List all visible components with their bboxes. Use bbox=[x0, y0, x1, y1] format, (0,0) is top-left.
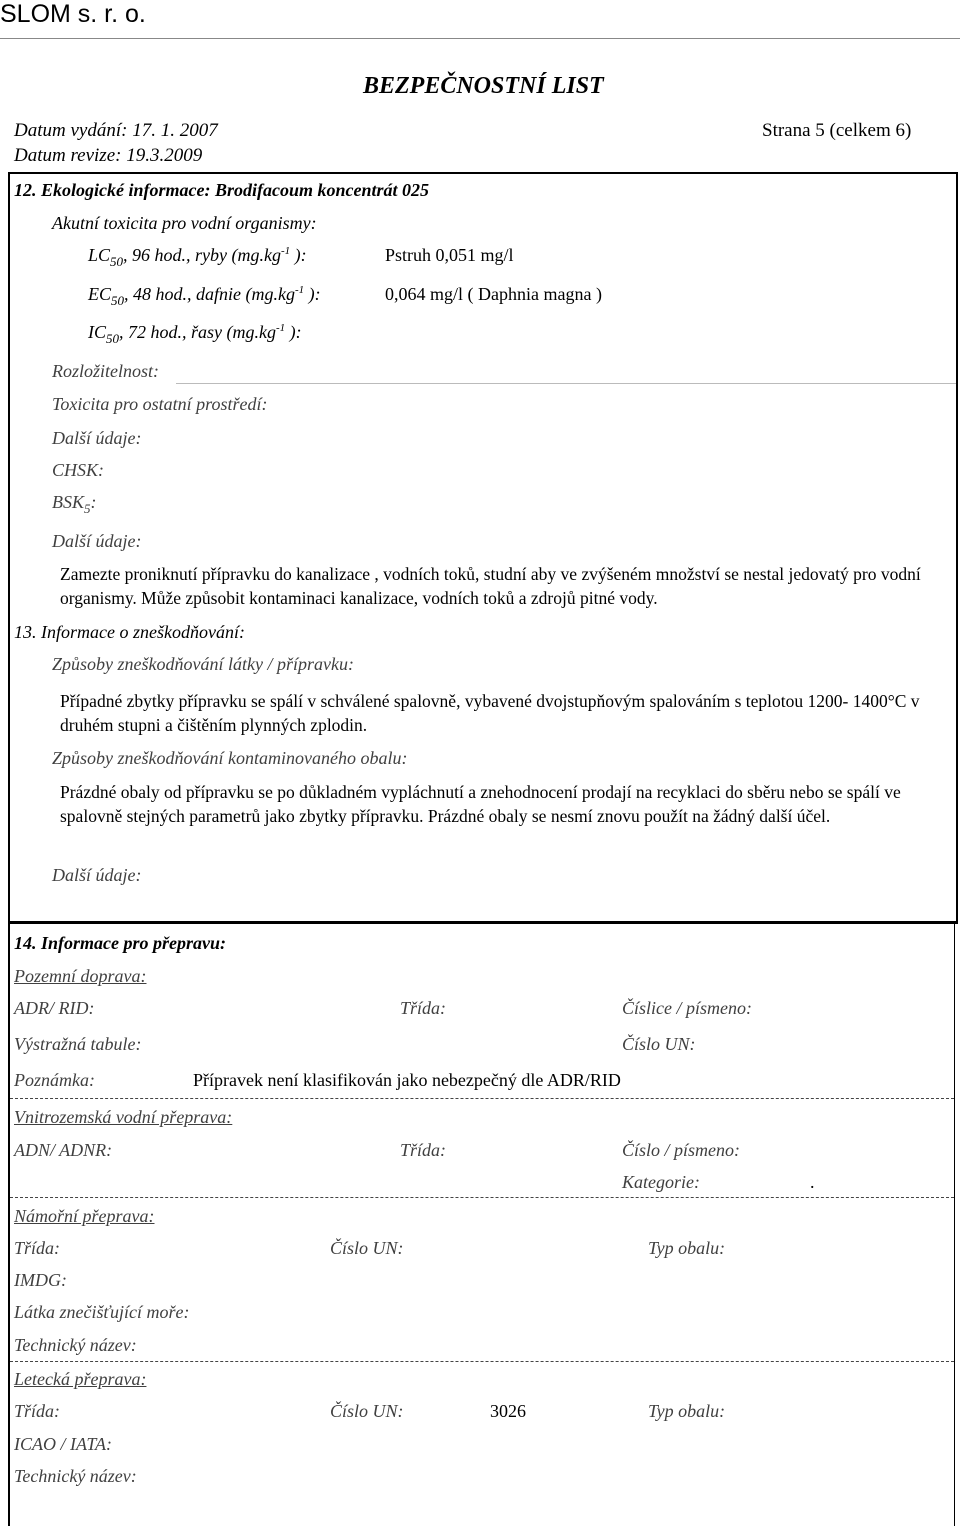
inland-number-letter-label: Číslo / písmeno: bbox=[622, 1140, 741, 1160]
inland-class-label: Třída: bbox=[400, 1140, 447, 1160]
lc50-label: $LC_{50}$, 96 hod., ryby ($mg.kg^{-1}$ ): bbox=[88, 245, 307, 269]
packaging-disposal-text: Prázdné obaly od přípravku se po důkladném vypláchnutí a znehodnocení prodají na recyklaci do sběru nebo se spálí ve spalovně stejných parametrů jako zbytky přípravku. Prázdné obaly se nesmí znovu použít na žádný další účel. bbox=[60, 782, 901, 826]
sea-transport-title: Námořní přeprava: bbox=[14, 1206, 155, 1226]
icao-iata-label: ICAO / IATA: bbox=[14, 1434, 112, 1454]
dashed-rule bbox=[10, 1197, 954, 1198]
chsk-label: CHSK: bbox=[52, 460, 105, 480]
air-un-value: 3026 bbox=[490, 1401, 526, 1421]
page-info: Strana 5 (celkem 6) bbox=[762, 120, 912, 141]
land-number-letter-label: Číslice / písmeno: bbox=[622, 998, 752, 1018]
air-technical-name-label: Technický název: bbox=[14, 1466, 137, 1486]
header-rule bbox=[0, 38, 960, 39]
air-un-label: Číslo UN: bbox=[330, 1401, 404, 1421]
lc50-value: Pstruh 0,051 mg/l bbox=[385, 245, 514, 265]
box-right-border bbox=[956, 172, 958, 922]
other-toxicity-label: Toxicita pro ostatní prostředí: bbox=[52, 394, 268, 414]
company-name: SLOM s. r. o. bbox=[0, 0, 146, 28]
air-transport-title: Letecká přeprava: bbox=[14, 1369, 147, 1389]
sea-un-label: Číslo UN: bbox=[330, 1238, 404, 1258]
revision-date: Datum revize: 19.3.2009 bbox=[14, 145, 203, 166]
category-label: Kategorie: bbox=[622, 1172, 700, 1192]
warning-board-label: Výstražná tabule: bbox=[14, 1034, 142, 1054]
degradability-label: Rozložitelnost: bbox=[52, 361, 159, 381]
section-divider bbox=[8, 921, 958, 924]
acute-toxicity-label: Akutní toxicita pro vodní organismy: bbox=[52, 213, 317, 233]
packaging-disposal-label: Způsoby zneškodňování kontaminovaného obalu: bbox=[52, 748, 408, 768]
imdg-label: IMDG: bbox=[14, 1270, 67, 1290]
inland-water-transport-title: Vnitrozemská vodní přeprava: bbox=[14, 1107, 233, 1127]
sea-technical-name-label: Technický název: bbox=[14, 1335, 137, 1355]
disposal-further-info-label: Další údaje: bbox=[52, 865, 142, 885]
sea-class-label: Třída: bbox=[14, 1238, 61, 1258]
ecology-paragraph: Zamezte proniknutí přípravku do kanalizace , vodních toků, studní aby ve zvýšeném množství se nestal jedovatý pro vodní organismy. Může způsobit kontaminaci kanalizace, vodních toků a zdrojů pitné vody. bbox=[60, 564, 921, 608]
dashed-rule bbox=[10, 1098, 954, 1099]
sea-pack-type-label: Typ obalu: bbox=[648, 1238, 726, 1258]
disposal-methods-text: Případné zbytky přípravku se spálí v schválené spalovně, vybavené dvojstupňovým spalováním s teplotou 1200- 1400°C v druhém stupni a čištěním plynných zplodin. bbox=[60, 691, 920, 735]
air-class-label: Třída: bbox=[14, 1401, 61, 1421]
land-un-label: Číslo UN: bbox=[622, 1034, 696, 1054]
box-top-border bbox=[8, 172, 958, 174]
marine-pollutant-label: Látka znečišťující moře: bbox=[14, 1302, 190, 1322]
issue-date: Datum vydání: 17. 1. 2007 bbox=[14, 120, 218, 141]
section-13-heading: 13. Informace o zneškodňování: bbox=[14, 622, 245, 642]
note-label: Poznámka: bbox=[14, 1070, 95, 1090]
ec50-label: $EC_{50}$, 48 hod., dafnie ($mg.kg^{-1}$ ): bbox=[88, 284, 321, 308]
disposal-methods-label: Způsoby zneškodňování látky / přípravku: bbox=[52, 654, 354, 674]
box-right-border-lower bbox=[954, 924, 955, 1526]
bsk5-label: $BSK_5$: bbox=[52, 492, 97, 516]
land-class-label: Třída: bbox=[400, 998, 447, 1018]
land-transport-title: Pozemní doprava: bbox=[14, 966, 147, 986]
ic50-label: $IC_{50}$, 72 hod., řasy ($mg.kg^{-1}$ ): bbox=[88, 322, 302, 346]
adn-adnr-label: ADN/ ADNR: bbox=[14, 1140, 113, 1160]
rule bbox=[176, 383, 956, 384]
category-value: . bbox=[810, 1172, 815, 1192]
adr-rid-label: ADR/ RID: bbox=[14, 998, 95, 1018]
section-12-heading: 12. Ekologické informace: Brodifacoum koncentrát 025 bbox=[14, 180, 429, 200]
section-14-heading: 14. Informace pro přepravu: bbox=[14, 933, 226, 953]
further-info-label-2: Další údaje: bbox=[52, 531, 142, 551]
note-value: Přípravek není klasifikován jako nebezpečný dle ADR/RID bbox=[193, 1070, 621, 1090]
ec50-value: 0,064 mg/l ( Daphnia magna ) bbox=[385, 284, 602, 304]
further-info-label: Další údaje: bbox=[52, 428, 142, 448]
document-title: BEZPEČNOSTNÍ LIST bbox=[363, 73, 604, 99]
box-left-border bbox=[8, 172, 10, 1526]
dashed-rule bbox=[10, 1361, 954, 1362]
air-pack-type-label: Typ obalu: bbox=[648, 1401, 726, 1421]
